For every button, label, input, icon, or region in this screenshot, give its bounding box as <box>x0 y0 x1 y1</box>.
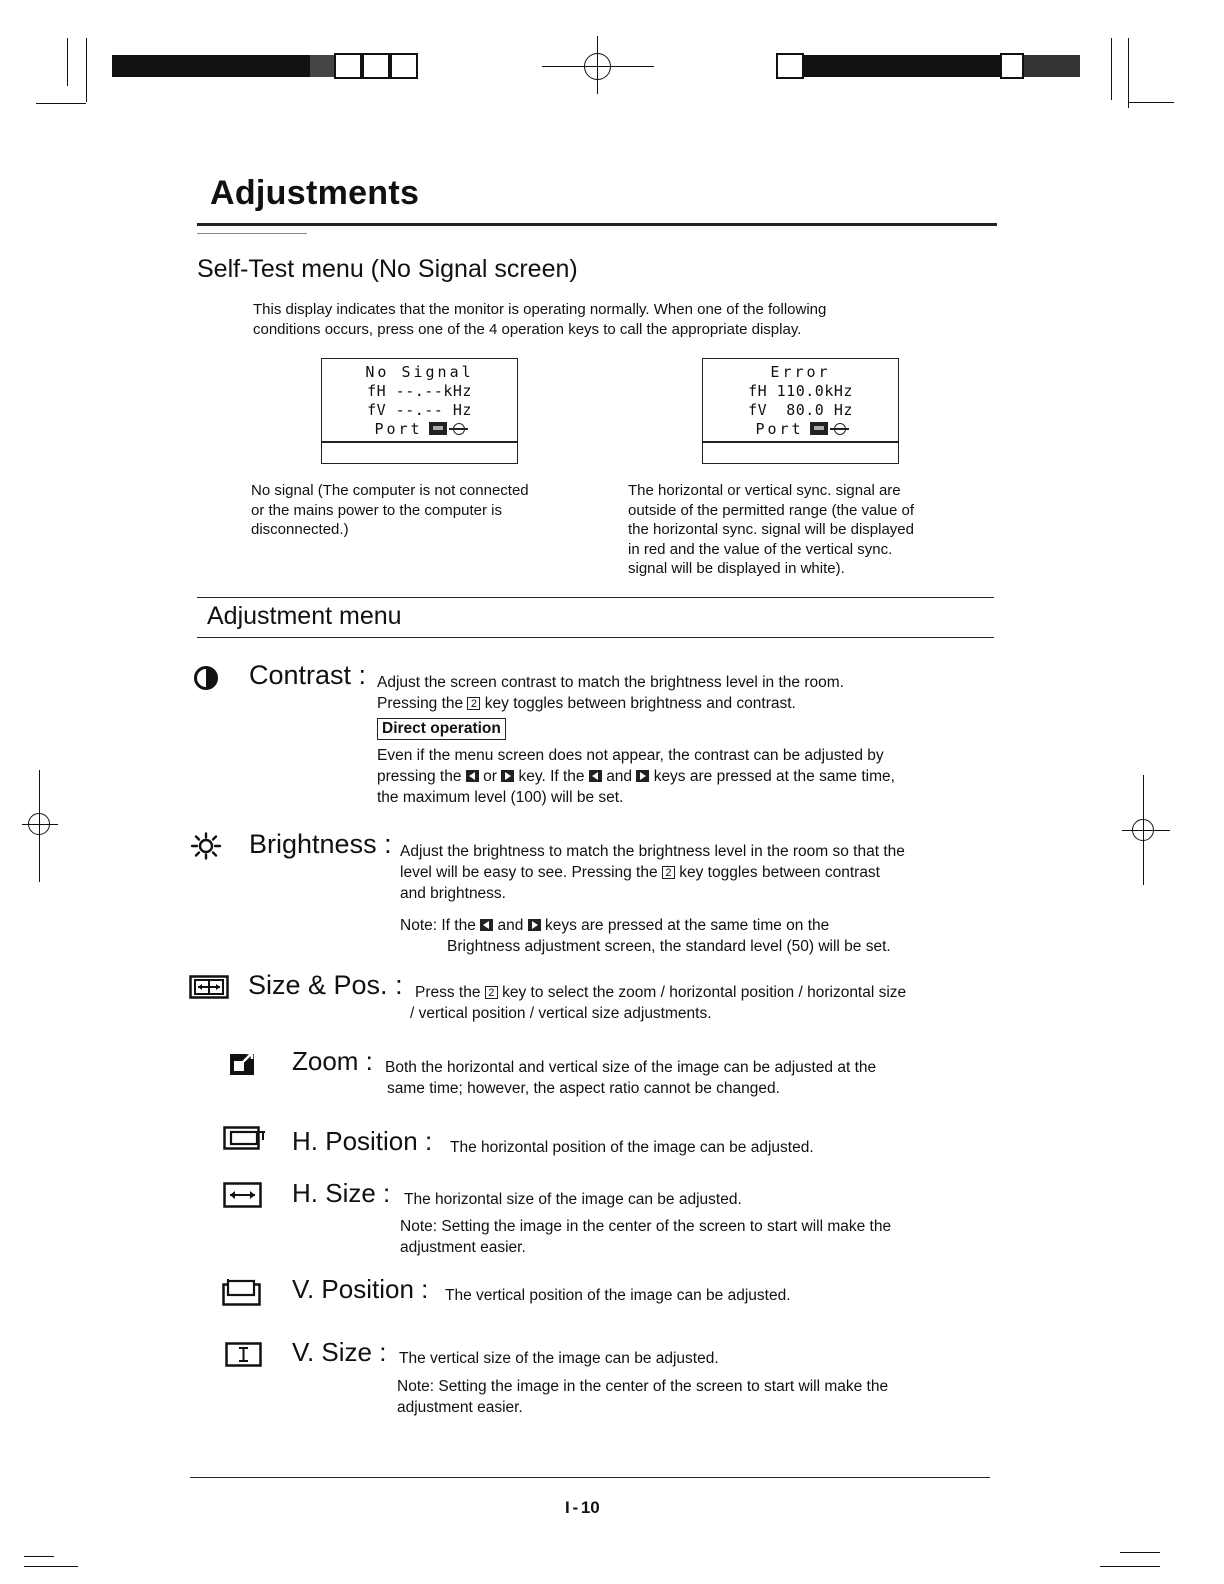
caption-line: outside of the permitted range (the value of <box>628 501 915 519</box>
osd-port-line <box>703 420 898 439</box>
h-size-icon <box>223 1182 263 1208</box>
osd-port-label: Port <box>374 420 423 438</box>
osd-line: Error <box>770 363 831 381</box>
contrast-icon <box>193 665 219 691</box>
vga-port-icon <box>810 422 828 435</box>
v-position-icon <box>222 1278 264 1306</box>
desc-line: Brightness adjustment screen, the standard level (50) will be set. <box>447 938 891 955</box>
brightness-note <box>400 915 891 957</box>
desc-line: Even if the menu screen does not appear, the contrast can be adjusted by <box>377 747 884 764</box>
error-screen <box>702 358 899 464</box>
v-position-label: V. Position : <box>292 1274 429 1304</box>
key-2-icon: 2 <box>485 986 498 999</box>
desc-text: or <box>483 768 497 785</box>
h-position-label: H. Position : <box>292 1126 433 1156</box>
dsub-connector-icon <box>834 423 846 435</box>
desc-line <box>415 982 906 1003</box>
desc-text: keys are pressed at the same time, <box>653 768 895 785</box>
left-key-icon <box>589 770 602 782</box>
self-test-heading: Self-Test menu (No Signal screen) <box>197 255 578 283</box>
desc-text: Press the <box>415 984 481 1001</box>
desc-text: key toggles between brightness and contrast. <box>484 695 796 712</box>
desc-text: and <box>606 768 633 785</box>
desc-line: the maximum level (100) will be set. <box>377 789 624 806</box>
caption-line: the horizontal sync. signal will be displayed <box>628 521 914 538</box>
v-size-description <box>399 1348 719 1369</box>
vga-port-icon <box>429 422 447 435</box>
desc-line: Note: Setting the image in the center of the screen to start will make the <box>397 1378 889 1395</box>
contrast-label: Contrast : <box>249 660 367 690</box>
osd-line: fH --.--kHz <box>367 382 472 400</box>
caption-line: The horizontal or vertical sync. signal are <box>628 482 901 499</box>
caption-line: or the mains power to the computer is <box>251 501 502 519</box>
caption-line: in red and the value of the vertical sync. <box>628 540 893 558</box>
self-test-intro <box>253 300 826 340</box>
desc-line: The horizontal position of the image can be adjusted. <box>450 1139 814 1156</box>
dsub-connector-icon <box>453 423 465 435</box>
zoom-label: Zoom : <box>292 1046 373 1076</box>
osd-port-label: Port <box>755 420 804 438</box>
zoom-icon <box>229 1050 257 1076</box>
desc-text: and <box>497 917 524 934</box>
zoom-description <box>385 1057 876 1099</box>
osd-line: fV 80.0 Hz <box>748 401 853 419</box>
caption-line: No signal (The computer is not connected <box>251 482 529 499</box>
h-size-description <box>404 1189 742 1210</box>
key-2-icon: 2 <box>662 866 675 879</box>
desc-text: key toggles between contrast <box>679 864 880 881</box>
h-size-label: H. Size : <box>292 1178 391 1208</box>
sun-icon <box>190 832 222 860</box>
no-signal-caption <box>251 481 529 540</box>
title-rule <box>197 223 997 226</box>
size-pos-description <box>410 982 907 1024</box>
adjustment-menu-heading: Adjustment menu <box>207 602 402 630</box>
v-size-icon <box>225 1342 263 1368</box>
desc-line <box>377 693 844 714</box>
direct-operation-label: Direct operation <box>377 718 506 740</box>
desc-line: The horizontal size of the image can be adjusted. <box>404 1191 742 1208</box>
h-position-icon <box>223 1126 267 1150</box>
brightness-description <box>400 841 905 904</box>
desc-line: Note: Setting the image in the center of the screen to start will make the <box>400 1218 892 1235</box>
desc-line <box>377 766 895 787</box>
page-title: Adjustments <box>210 174 420 212</box>
desc-text: key to select the zoom / horizontal position / horizontal size <box>502 984 907 1001</box>
desc-text: level will be easy to see. Pressing the <box>400 864 658 881</box>
desc-line: adjustment easier. <box>397 1399 523 1416</box>
size-position-icon <box>189 975 229 999</box>
key-2-icon: 2 <box>467 697 480 710</box>
desc-text: Note: If the <box>400 917 476 934</box>
h-position-description <box>450 1137 814 1158</box>
left-key-icon <box>466 770 479 782</box>
brightness-label: Brightness : <box>249 829 392 859</box>
osd-port-line <box>322 420 517 439</box>
section-rule <box>197 637 994 638</box>
error-caption <box>628 481 914 579</box>
desc-text: Pressing the <box>377 695 464 712</box>
desc-line <box>400 915 891 936</box>
intro-line: This display indicates that the monitor is operating normally. When one of the following <box>253 301 827 318</box>
h-size-note <box>400 1216 891 1258</box>
direct-operation-badge <box>377 718 506 740</box>
direct-operation-description <box>377 745 895 808</box>
desc-line: The vertical position of the image can be adjusted. <box>445 1287 791 1304</box>
osd-line: No Signal <box>365 363 474 381</box>
desc-line: and brightness. <box>400 885 506 902</box>
desc-line: same time; however, the aspect ratio cannot be changed. <box>387 1080 780 1097</box>
desc-text: key. If the <box>518 768 585 785</box>
desc-text: keys are pressed at the same time on the <box>544 917 830 934</box>
footer-rule <box>190 1477 990 1478</box>
right-key-icon <box>528 919 541 931</box>
osd-line: fH 110.0kHz <box>748 382 853 400</box>
desc-line: / vertical position / vertical size adjustments. <box>410 1005 712 1022</box>
desc-text: pressing the <box>377 768 462 785</box>
section-rule <box>197 597 994 598</box>
desc-line: Adjust the screen contrast to match the brightness level in the room. <box>377 674 844 691</box>
left-key-icon <box>480 919 493 931</box>
right-key-icon <box>636 770 649 782</box>
caption-line: disconnected.) <box>251 521 349 538</box>
size-pos-label: Size & Pos. : <box>248 970 403 1000</box>
desc-line: Adjust the brightness to match the brightness level in the room so that the <box>400 843 905 860</box>
right-key-icon <box>501 770 514 782</box>
page-number: I - 10 <box>565 1498 600 1517</box>
title-rule-thin <box>197 233 307 234</box>
desc-line: adjustment easier. <box>400 1239 526 1256</box>
v-position-description <box>445 1285 791 1306</box>
caption-line: signal will be displayed in white). <box>628 560 845 577</box>
v-size-note <box>397 1376 888 1418</box>
intro-line: conditions occurs, press one of the 4 operation keys to call the appropriate display. <box>253 321 802 338</box>
no-signal-screen <box>321 358 518 464</box>
osd-line: fV --.-- Hz <box>367 401 472 419</box>
contrast-description <box>377 672 844 714</box>
desc-line: The vertical size of the image can be adjusted. <box>399 1350 719 1367</box>
v-size-label: V. Size : <box>292 1337 387 1367</box>
desc-line <box>400 862 905 883</box>
desc-line: Both the horizontal and vertical size of the image can be adjusted at the <box>385 1059 877 1076</box>
